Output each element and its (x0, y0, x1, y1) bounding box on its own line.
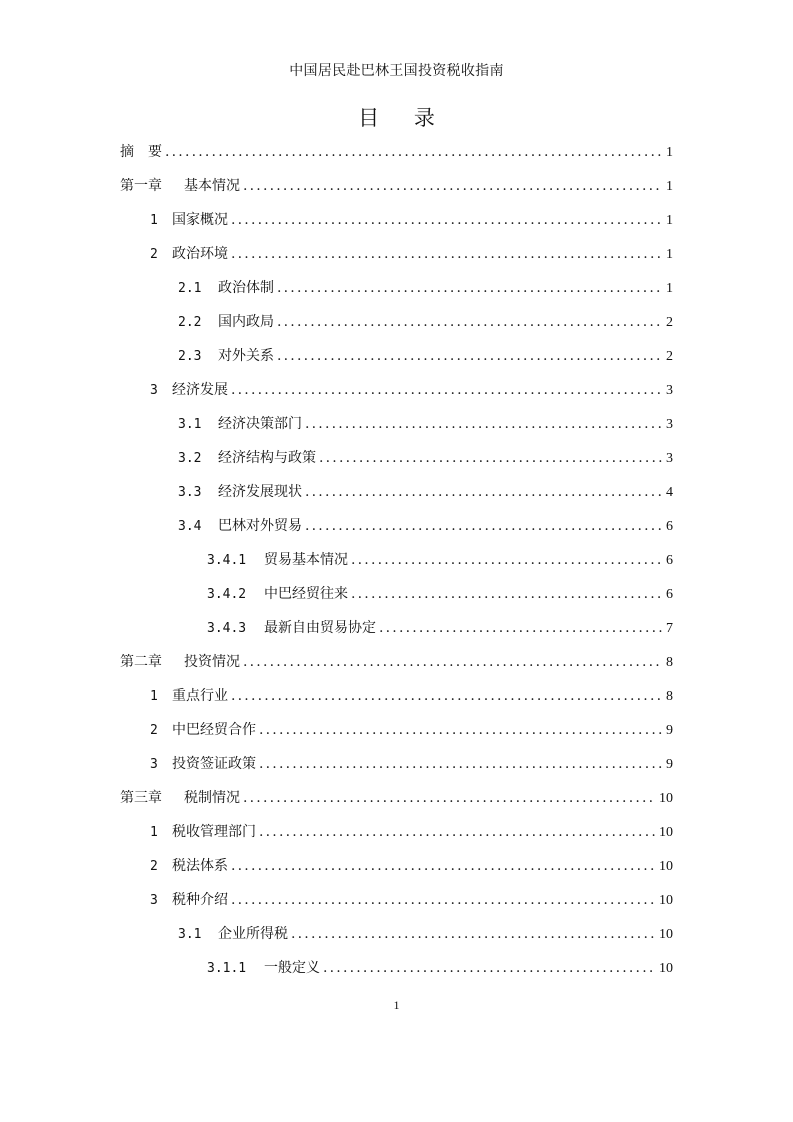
dot-leader (259, 747, 663, 781)
toc-entry-label: 对外关系 (218, 348, 274, 364)
toc-entry-number: 2 (150, 723, 158, 738)
toc-entry-number: 3.1 (178, 927, 202, 942)
toc-entry-page: 1 (666, 179, 673, 194)
toc-entry-label: 税收管理部门 (172, 824, 256, 840)
toc-entry-label: 一般定义 (264, 960, 320, 976)
toc-entry[interactable] (120, 611, 673, 645)
toc-entry[interactable] (120, 577, 673, 611)
toc-entry-number: 2 (150, 247, 158, 262)
toc-entry-label: 巴林对外贸易 (218, 518, 302, 534)
toc-entry-label: 企业所得税 (218, 926, 288, 942)
toc-entry-number: 第二章 (120, 654, 162, 670)
toc-entry-number: 3.2 (178, 451, 202, 466)
toc-entry[interactable] (120, 543, 673, 577)
toc-entry[interactable] (120, 951, 673, 985)
toc-entry-label: 经济发展 (172, 382, 228, 398)
dot-leader (277, 339, 663, 373)
toc-entry-page: 10 (659, 859, 673, 874)
toc-entry-page: 1 (666, 281, 673, 296)
toc-entry-number: 3 (150, 893, 158, 908)
dot-leader (351, 543, 663, 577)
toc-entry-label: 经济发展现状 (218, 484, 302, 500)
toc-entry[interactable] (120, 509, 673, 543)
dot-leader (231, 679, 663, 713)
toc-entry-number: 3.4 (178, 519, 202, 534)
toc-entry-number: 3 (150, 383, 158, 398)
toc-entry-label: 投资签证政策 (172, 756, 256, 772)
toc-entry[interactable] (120, 917, 673, 951)
toc-entry[interactable] (120, 883, 673, 917)
dot-leader (259, 713, 663, 747)
toc-entry-number: 2.3 (178, 349, 202, 364)
toc-entry[interactable] (120, 645, 673, 679)
toc-entry[interactable] (120, 747, 673, 781)
dot-leader (291, 917, 656, 951)
toc-entry-label: 基本情况 (184, 178, 240, 194)
toc-entry-label: 最新自由贸易协定 (264, 620, 376, 636)
toc-entry-label: 国家概况 (172, 212, 228, 228)
toc-entry-number: 第一章 (120, 178, 162, 194)
toc-entry-page: 10 (659, 791, 673, 806)
dot-leader (243, 169, 663, 203)
toc-entry[interactable] (120, 305, 673, 339)
toc-entry[interactable] (120, 679, 673, 713)
dot-leader (231, 237, 663, 271)
toc-entry-label: 政治环境 (172, 246, 228, 262)
toc-entry-page: 10 (659, 893, 673, 908)
toc-entry-label: 税法体系 (172, 858, 228, 874)
toc-entry[interactable] (120, 135, 673, 169)
dot-leader (231, 883, 656, 917)
toc-entry-number: 3.3 (178, 485, 202, 500)
dot-leader (243, 781, 656, 815)
toc-entry-number: 2.1 (178, 281, 202, 296)
toc-entry-page: 4 (666, 485, 673, 500)
toc-entry-number: 1 (150, 213, 158, 228)
toc-entry-page: 9 (666, 757, 673, 772)
toc-entry-page: 3 (666, 383, 673, 398)
toc-entry-page: 6 (666, 519, 673, 534)
toc-entry-page: 3 (666, 451, 673, 466)
toc-entry-label: 重点行业 (172, 688, 228, 704)
dot-leader (231, 203, 663, 237)
toc-entry[interactable] (120, 203, 673, 237)
toc-entry[interactable] (120, 815, 673, 849)
toc-entry-page: 2 (666, 315, 673, 330)
dot-leader (305, 475, 663, 509)
toc-entry[interactable] (120, 169, 673, 203)
toc-entry[interactable] (120, 781, 673, 815)
toc-entry[interactable] (120, 475, 673, 509)
toc-entry-number: 3.4.3 (207, 621, 247, 636)
toc-entry-page: 1 (666, 247, 673, 262)
toc-entry-page: 10 (659, 825, 673, 840)
toc-entry-number: 2 (150, 859, 158, 874)
toc-entry-label: 经济结构与政策 (218, 450, 316, 466)
toc-entry-number: 3.4.2 (207, 587, 247, 602)
dot-leader (305, 407, 663, 441)
dot-leader (277, 271, 663, 305)
toc-entry-page: 10 (659, 961, 673, 976)
toc-entry-number: 3 (150, 757, 158, 772)
table-of-contents (120, 135, 673, 985)
toc-entry-number: 3.4.1 (207, 553, 247, 568)
running-header: 中国居民赴巴林王国投资税收指南 (289, 63, 504, 79)
dot-leader (379, 611, 663, 645)
toc-entry-label: 政治体制 (218, 280, 274, 296)
toc-entry-label: 中巴经贸合作 (172, 722, 256, 738)
toc-entry-label: 摘 要 (120, 144, 162, 160)
toc-entry-page: 8 (666, 655, 673, 670)
toc-entry-page: 1 (666, 213, 673, 228)
toc-entry-label: 国内政局 (218, 314, 274, 330)
toc-entry[interactable] (120, 237, 673, 271)
toc-entry-number: 3.1 (178, 417, 202, 432)
toc-entry-label: 中巴经贸往来 (264, 586, 348, 602)
toc-entry-number: 第三章 (120, 790, 162, 806)
toc-entry-label: 税制情况 (184, 790, 240, 806)
toc-entry-label: 税种介绍 (172, 892, 228, 908)
toc-entry[interactable] (120, 441, 673, 475)
toc-entry-page: 8 (666, 689, 673, 704)
toc-entry[interactable] (120, 407, 673, 441)
toc-entry[interactable] (120, 339, 673, 373)
toc-entry-number: 1 (150, 689, 158, 704)
dot-leader (351, 577, 663, 611)
dot-leader (305, 509, 663, 543)
dot-leader (165, 135, 663, 169)
toc-entry-page: 7 (666, 621, 673, 636)
dot-leader (277, 305, 663, 339)
toc-entry[interactable] (120, 271, 673, 305)
toc-entry-label: 投资情况 (184, 654, 240, 670)
toc-entry-label: 贸易基本情况 (264, 552, 348, 568)
toc-entry-page: 3 (666, 417, 673, 432)
toc-entry-page: 1 (666, 145, 673, 160)
toc-entry-page: 10 (659, 927, 673, 942)
toc-title: 目 录 (358, 106, 449, 130)
toc-entry-page: 6 (666, 587, 673, 602)
toc-entry[interactable] (120, 713, 673, 747)
page-number-footer: 1 (393, 998, 400, 1012)
toc-entry-number: 1 (150, 825, 158, 840)
dot-leader (243, 645, 663, 679)
toc-entry-number: 3.1.1 (207, 961, 247, 976)
toc-entry-label: 经济决策部门 (218, 416, 302, 432)
dot-leader (319, 441, 663, 475)
dot-leader (231, 849, 656, 883)
toc-entry[interactable] (120, 849, 673, 883)
toc-entry-number: 2.2 (178, 315, 202, 330)
dot-leader (231, 373, 663, 407)
toc-entry-page: 9 (666, 723, 673, 738)
dot-leader (323, 951, 656, 985)
dot-leader (259, 815, 656, 849)
toc-entry[interactable] (120, 373, 673, 407)
toc-entry-page: 2 (666, 349, 673, 364)
toc-entry-page: 6 (666, 553, 673, 568)
